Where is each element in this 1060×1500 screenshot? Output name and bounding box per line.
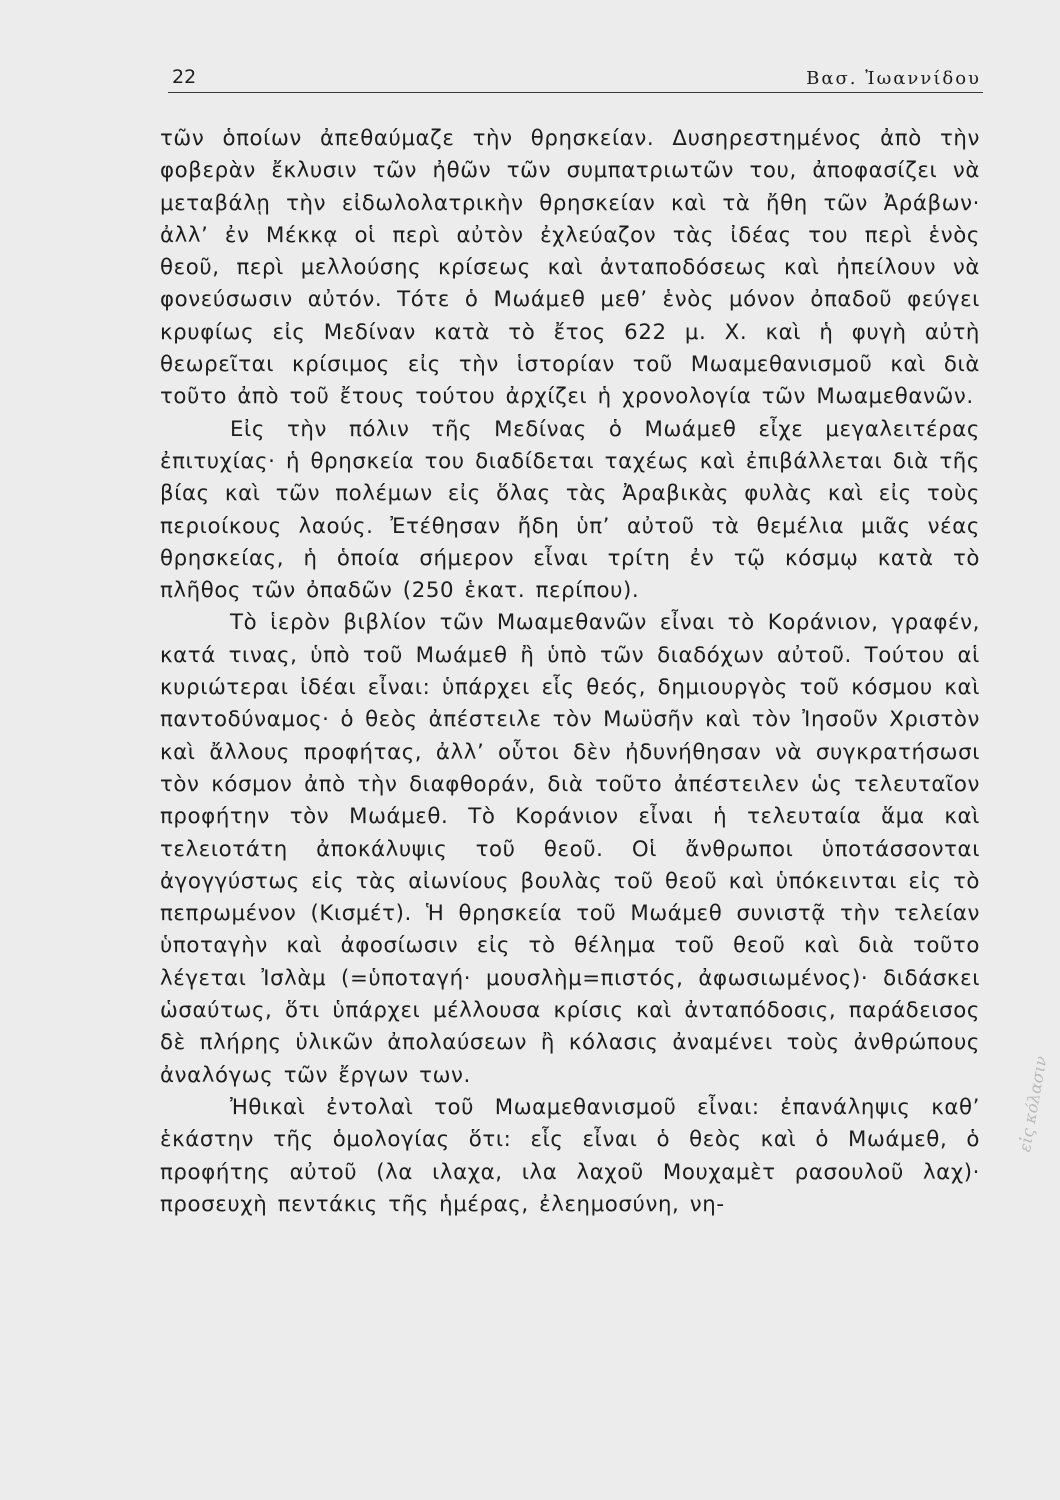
- paragraph-2: Εἰς τὴν πόλιν τῆς Μεδίνας ὁ Μωάμεθ εἶχε μεγαλειτέρας ἐπιτυχίας· ἡ θρησκεία του διαδίδεται ταχέως καὶ ἐπιβάλλεται διὰ τῆς βίας καὶ τῶν πολέμων εἰς ὅλας τὰς Ἀραβικὰς φυλὰς καὶ εἰς τοὺς περιοίκους λαούς. Ἐτέθησαν ἤδη ὑπ’ αὐτοῦ τὰ θεμέλια μιᾶς νέας θρησκείας, ἡ ὁποία σήμερον εἶναι τρίτη ἐν τῷ κόσμῳ κατὰ τὸ πλῆθος τῶν ὀπαδῶν (250 ἑκατ. περίπου).: [160, 416, 980, 604]
- body-text: [160, 123, 980, 1221]
- author-name: Βασ. Ἰωαννίδου: [806, 68, 981, 89]
- handwritten-margin-note: εἰς κόλασιν: [1015, 1054, 1051, 1154]
- page-number: 22: [172, 66, 197, 88]
- paragraph-1: τῶν ὁποίων ἀπεθαύμαζε τὴν θρησκείαν. Δυσηρεστημένος ἀπὸ τὴν φοβερὰν ἔκλυσιν τῶν ἠθῶν τῶν συμπατριωτῶν του, ἀποφασίζει νὰ μεταβάλῃ τὴν εἰδωλολατρικὴν θρησκείαν καὶ τὰ ἤθη τῶν Ἀράβων· ἀλλ’ ἐν Μέκκᾳ οἱ περὶ αὐτὸν ἐχλεύαζον τὰς ἰδέας του περὶ ἑνὸς θεοῦ, περὶ μελλούσης κρίσεως καὶ ἀνταποδόσεως καὶ ἠπείλουν νὰ φονεύσωσιν αὐτόν. Τότε ὁ Μωάμεθ μεθ’ ἑνὸς μόνον ὀπαδοῦ φεύγει κρυφίως εἰς Μεδίναν κατὰ τὸ ἔτος 622 μ. Χ. καὶ ἡ φυγὴ αὐτὴ θεωρεῖται κρίσιμος εἰς τὴν ἱστορίαν τοῦ Μωαμεθανισμοῦ καὶ διὰ τοῦτο ἀπὸ τοῦ ἔτους τούτου ἀρχίζει ἡ χρονολογία τῶν Μωαμεθανῶν.: [160, 126, 980, 410]
- paragraph-4: Ἠθικαὶ ἐντολαὶ τοῦ Μωαμεθανισμοῦ εἶναι: ἐπανάληψις καθ’ ἑκάστην τῆς ὁμολογίας ὅτι: εἷς εἶναι ὁ θεὸς καὶ ὁ Μωάμεθ, ὁ προφήτης αὐτοῦ (λα ιλαχα, ιλα λαχοῦ Μουχαμὲτ ρασουλοῦ λαχ)· προσευχὴ πεντάκις τῆς ἡμέρας, ἐλεημοσύνη, νη-: [160, 1094, 980, 1217]
- running-header: [168, 62, 983, 93]
- paragraph-3: Τὸ ἱερὸν βιβλίον τῶν Μωαμεθανῶν εἶναι τὸ Κοράνιον, γραφέν, κατά τινας, ὑπὸ τοῦ Μωάμεθ ἢ ὑπὸ τῶν διαδόχων αὐτοῦ. Τούτου αἱ κυριώτεραι ἰδέαι εἶναι: ὑπάρχει εἷς θεός, δημιουργὸς τοῦ κόσμου καὶ παντοδύναμος· ὁ θεὸς ἀπέστειλε τὸν Μωϋσῆν καὶ τὸν Ἰησοῦν Χριστὸν καὶ ἄλλους προφήτας, ἀλλ’ οὗτοι δὲν ἠδυνήθησαν νὰ συγκρατήσωσι τὸν κόσμον ἀπὸ τὴν διαφθοράν, διὰ τοῦτο ἀπέστειλεν ὡς τελευταῖον προφήτην τὸν Μωάμεθ. Τὸ Κοράνιον εἶναι ἡ τελευταία ἅμα καὶ τελειοτάτη ἀποκάλυψις τοῦ θεοῦ. Οἱ ἄνθρωποι ὑποτάσσονται ἀγογγύστως εἰς τὰς αἰωνίους βουλὰς τοῦ θεοῦ καὶ ὑπόκεινται εἰς τὸ πεπρωμένον (Κισμέτ). Ἡ θρησκεία τοῦ Μωάμεθ συνιστᾷ τὴν τελείαν ὑποταγὴν καὶ ἀφοσίωσιν εἰς τὸ θέλημα τοῦ θεοῦ καὶ διὰ τοῦτο λέγεται Ἰσλὰμ (=ὑποταγή· μουσλὴμ=πιστός, ἀφωσιωμένος)· διδάσκει ὡσαύτως, ὅτι ὑπάρχει μέλλουσα κρίσις καὶ ἀνταπόδοσις, παράδεισος δὲ πλήρης ὑλικῶν ἀπολαύσεων ἢ κόλασις ἀναμένει τοὺς ἀνθρώπους ἀναλόγως τῶν ἔργων των.: [160, 610, 980, 1088]
